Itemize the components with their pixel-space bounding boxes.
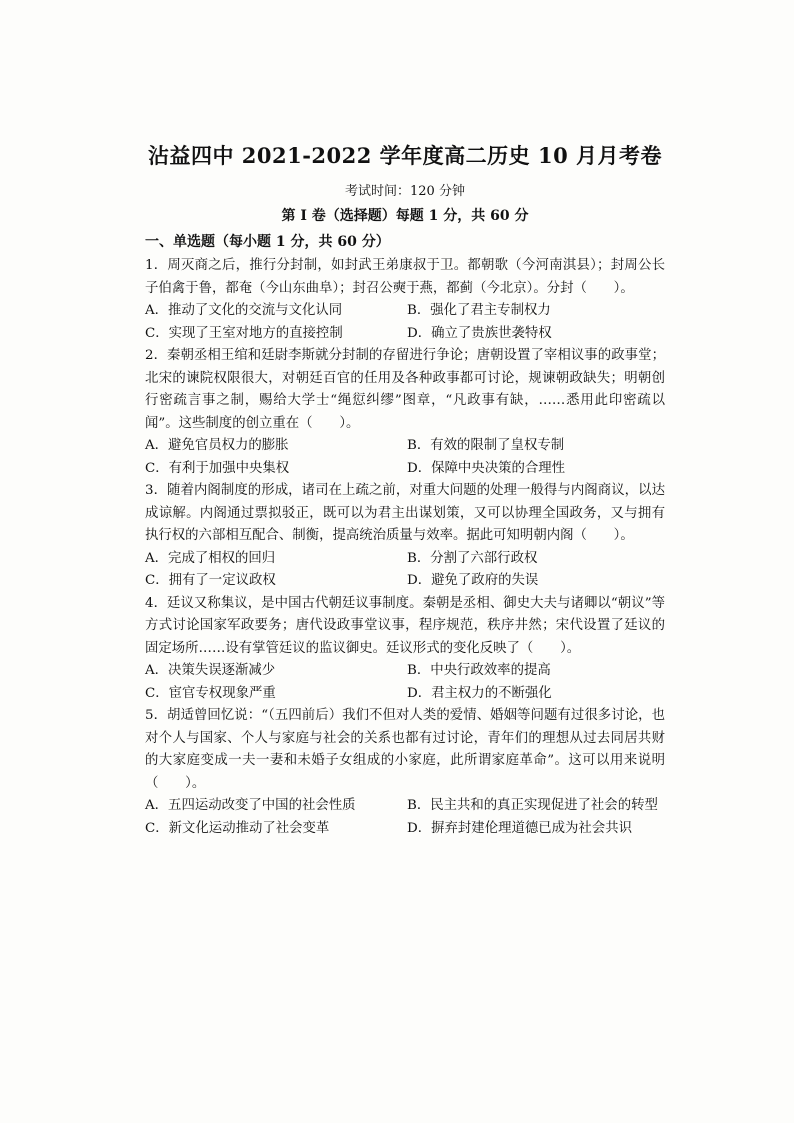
option-d: D．确立了贵族世袭特权: [407, 325, 552, 341]
option-b: B．有效的限制了皇权专制: [407, 438, 565, 453]
question-stem: 3．随着内阁制度的形成，诸司在上疏之前，对重大问题的处理一般得与内阁商议，以达成谅解。内阁通过票拟驳正，既可以为君主出谋划策，又可以协理全国政务，又与拥有执行权的六部相互配合、制衡，提高统治质量与效率。据此可知明朝内阁（ ）。: [145, 483, 665, 543]
question-3: [145, 480, 665, 593]
exam-time: 考试时间：120 分钟: [345, 184, 465, 199]
question-options: [145, 435, 665, 480]
option-b: B．民主共和的真正实现促进了社会的转型: [407, 798, 658, 813]
option-d: D．避免了政府的失误: [407, 573, 539, 588]
question-stem: 2．秦朝丞相王绾和廷尉李斯就分封制的存留进行争论；唐朝设置了宰相议事的政事堂；北宋的谏院权限很大，对朝廷百官的任用及各种政事都可讨论，规谏朝政缺失；明朝创行密疏言事之制，赐给大学士“绳愆纠缪”图章，“凡政事有缺，……悉用此印密疏以闻”。这些制度的创立重在（ ）。: [145, 348, 665, 431]
part-title: 第 I 卷（选择题）每题 1 分，共 60 分: [281, 208, 529, 224]
exam-content: [145, 140, 665, 840]
question-2: [145, 345, 665, 480]
question-5: [145, 705, 665, 840]
question-1: [145, 255, 665, 345]
option-c: C．新文化运动推动了社会变革: [145, 820, 330, 836]
question-options: [145, 300, 665, 345]
option-c: C．实现了王室对地方的直接控制: [145, 325, 343, 341]
question-stem: 4．廷议又称集议，是中国古代朝廷议事制度。秦朝是丞相、御史大夫与诸卿以“朝议”等方式讨论国家军政要务；唐代设政事堂议事，程序规范，秩序井然；宋代设置了廷议的固定场所……设有掌管廷议的监议御史。廷议形式的变化反映了（ ）。: [145, 595, 665, 656]
option-a: A．避免官员权力的膨胀: [145, 438, 289, 453]
exam-title: 沾益四中 2021-2022 学年度高二历史 10 月月考卷: [147, 143, 663, 168]
option-b: B．分割了六部行政权: [407, 550, 538, 566]
option-b: B．中央行政效率的提高: [407, 663, 551, 678]
question-4: [145, 593, 665, 706]
option-a: A．决策失误逐渐减少: [145, 663, 276, 678]
question-options: [145, 795, 665, 840]
option-c: C．有利于加强中央集权: [145, 460, 290, 476]
question-stem: 1．周灭商之后，推行分封制，如封武王弟康叔于卫。都朝歌（今河南淇县）；封周公长子伯禽于鲁，都奄（今山东曲阜）；封召公奭于燕，都蓟（今北京）。分封（ ）。: [145, 258, 665, 296]
option-a: A．推动了文化的交流与文化认同: [145, 303, 343, 318]
option-d: D．保障中央决策的合理性: [407, 460, 566, 476]
question-options: [145, 548, 665, 593]
section-title: 一、单选题（每小题 1 分，共 60 分）: [145, 234, 390, 250]
question-stem: 5．胡适曾回忆说：“（五四前后）我们不但对人类的爱情、婚姻等问题有过很多讨论，也对个人与国家、个人与家庭与社会的关系也都有过讨论，青年们的理想从过去同居共财的大家庭变成一夫一妻和未婚子女组成的小家庭，此所谓家庭革命”。这可以用来说明（ ）。: [145, 708, 665, 791]
option-d: D．摒弃封建伦理道德已成为社会共识: [407, 820, 632, 836]
option-a: A．五四运动改变了中国的社会性质: [145, 798, 356, 813]
option-c: C．拥有了一定议政权: [145, 573, 276, 588]
option-b: B．强化了君主专制权力: [407, 303, 551, 318]
question-options: [145, 660, 665, 705]
option-c: C．宦官专权现象严重: [145, 685, 276, 701]
option-a: A．完成了相权的回归: [145, 550, 276, 566]
option-d: D．君主权力的不断强化: [407, 685, 552, 701]
